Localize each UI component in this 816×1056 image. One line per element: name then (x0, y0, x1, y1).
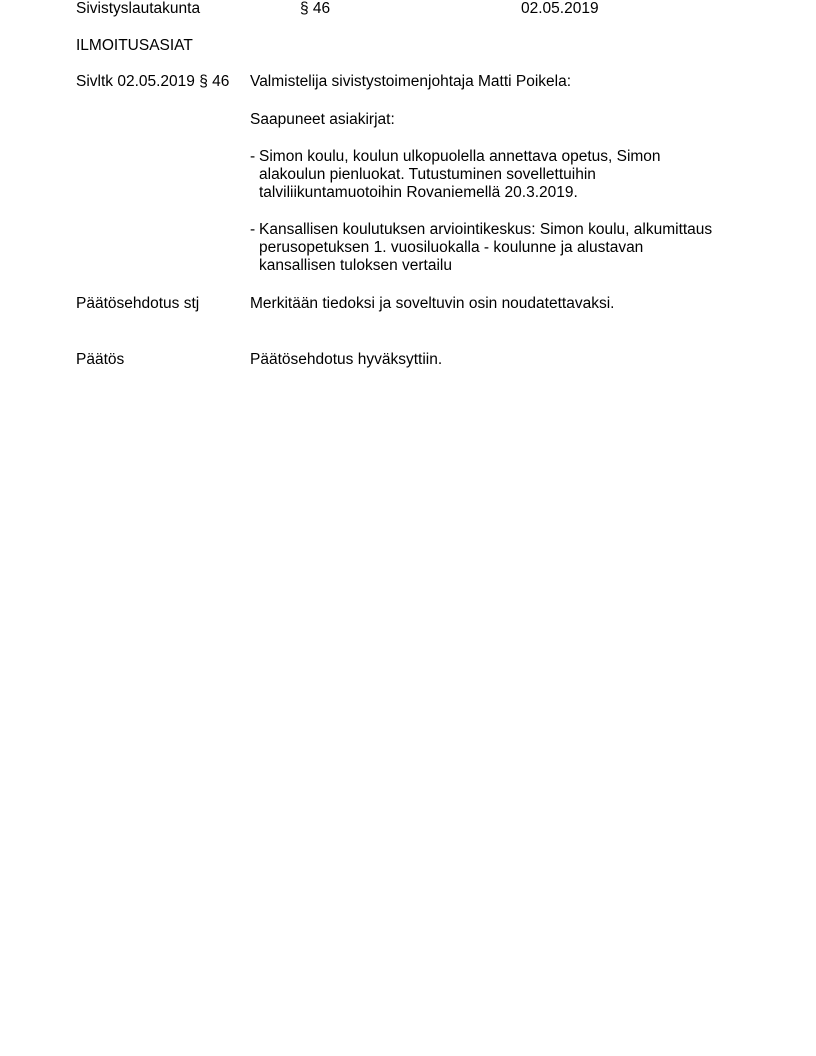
proposal-text: Merkitään tiedoksi ja soveltuvin osin noudatettavaksi. (250, 295, 615, 312)
document-item (250, 221, 740, 275)
document-line: Simon koulu, koulun ulkopuolella annettava opetus, Simon (259, 148, 661, 165)
committee-name: Sivistyslautakunta (76, 0, 201, 17)
document-line: alakoulun pienluokat. Tutustuminen sovellettuihin (259, 166, 596, 183)
preparer-line: Valmistelija sivistystoimenjohtaja Matti Poikela: (250, 73, 572, 90)
proposal-label: Päätösehdotus stj (76, 295, 200, 312)
document-line: Kansallisen koulutuksen arviointikeskus: Simon koulu, alkumittaus (259, 221, 713, 238)
list-dash: - (250, 221, 256, 238)
meeting-date: 02.05.2019 (521, 0, 599, 17)
list-dash: - (250, 148, 256, 165)
decision-text: Päätösehdotus hyväksyttiin. (250, 351, 443, 368)
page-title: ILMOITUSASIAT (76, 37, 193, 54)
section-number: § 46 (300, 0, 331, 17)
decision-label: Päätös (76, 351, 125, 368)
document-item (250, 148, 740, 202)
entry-label: Sivltk 02.05.2019 § 46 (76, 73, 230, 90)
document-line: talviliikuntamuotoihin Rovaniemellä 20.3.2019. (259, 184, 578, 201)
document-line: kansallisen tuloksen vertailu (259, 257, 452, 274)
document-line: perusopetuksen 1. vuosiluokalla - koulunne ja alustavan (259, 239, 644, 256)
received-documents-heading: Saapuneet asiakirjat: (250, 111, 395, 128)
